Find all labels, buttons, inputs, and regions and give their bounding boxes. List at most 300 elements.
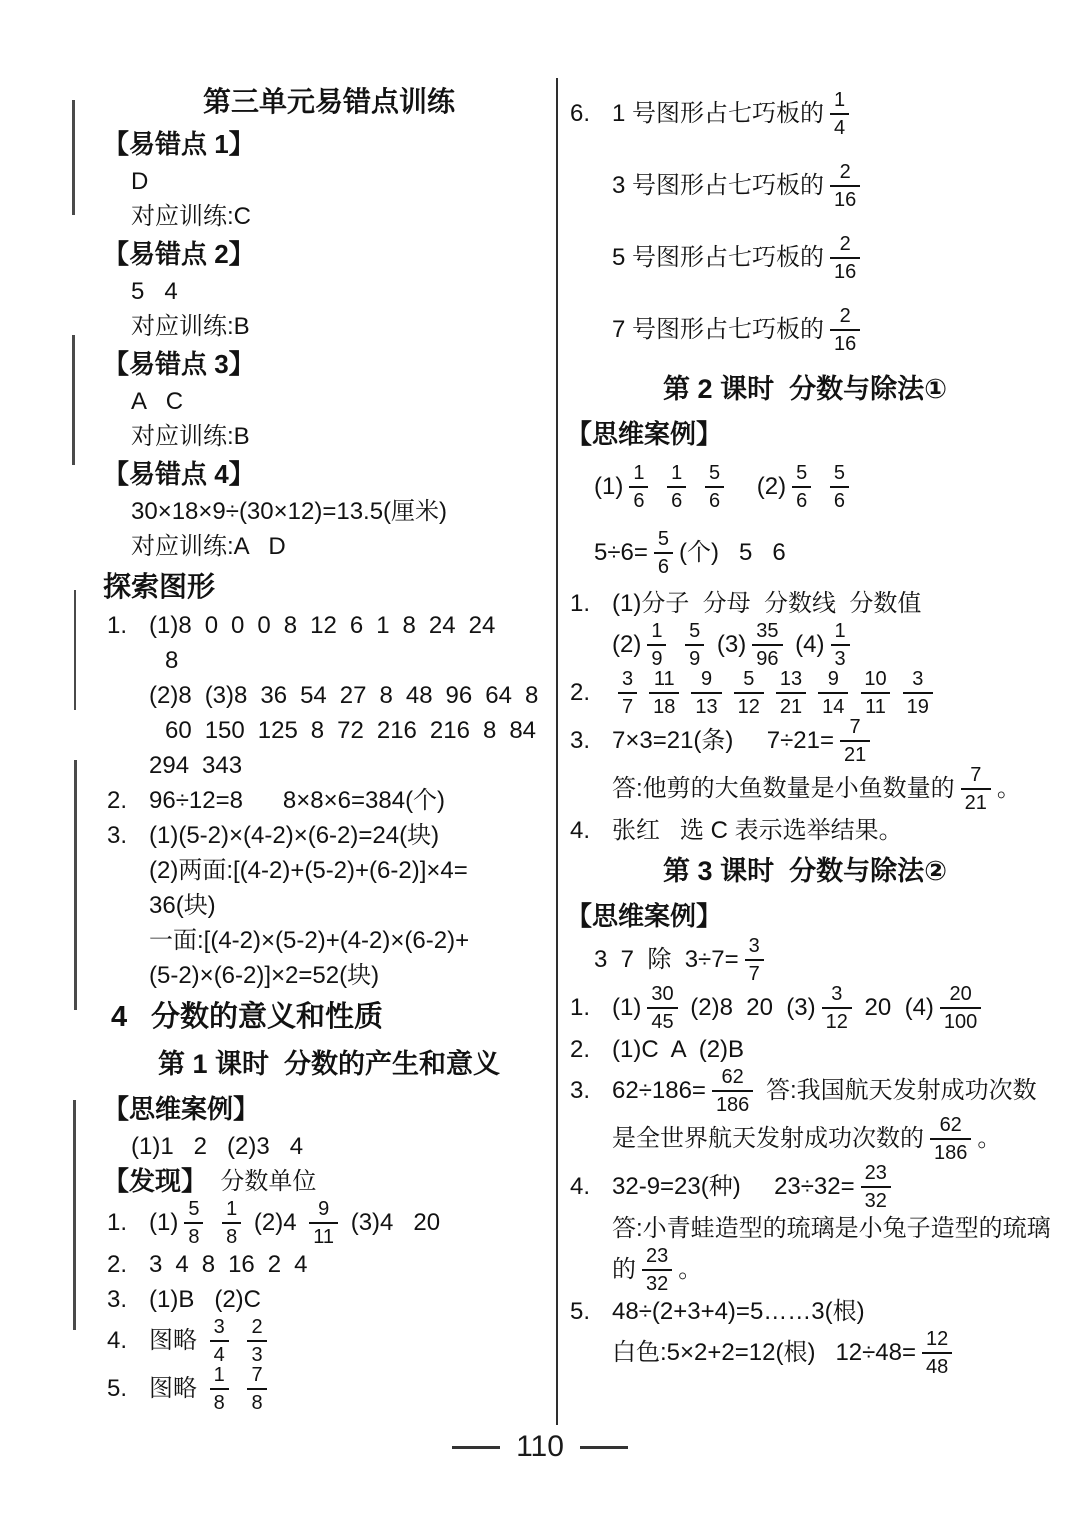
answer-line [103, 853, 555, 888]
text: 一面:[(4-2)×(5-2)+(4-2)×(6-2)+ [149, 926, 470, 954]
answer-line [103, 494, 555, 529]
text: 。 [678, 1256, 703, 1283]
scan-artifact [73, 1100, 76, 1330]
answer-line [566, 520, 1044, 586]
fraction-denominator: 9 [647, 644, 666, 669]
label-heading [103, 234, 555, 274]
text: (1)(5-2)×(4-2)×(6-2)=24(块) [149, 821, 440, 849]
text: 7×3=21(条) 7÷21= [612, 727, 834, 754]
fraction-numerator: 3 [622, 668, 634, 690]
section-heading [566, 366, 1044, 414]
answer-line [103, 818, 555, 853]
text: 。 [977, 1125, 1002, 1152]
fraction-denominator: 11 [309, 1222, 338, 1247]
value: 8 [402, 611, 416, 639]
fraction-numerator: 5 [833, 462, 845, 484]
fraction-numerator: 5 [188, 1198, 200, 1220]
answer-line [566, 1329, 1044, 1377]
answer-line [103, 1199, 555, 1247]
answer-line [103, 164, 555, 199]
value: 36 [260, 681, 288, 709]
fraction-numerator: 1 [834, 89, 846, 111]
fraction-denominator: 8 [247, 1388, 266, 1413]
fraction-denominator: 16 [830, 257, 860, 282]
text: (个) 5 6 [679, 539, 786, 566]
chapter-heading [103, 993, 555, 1041]
fraction-numerator: 3 [748, 935, 760, 957]
item-number: 2. [107, 1250, 128, 1278]
fraction [210, 1317, 229, 1365]
fraction-denominator: 8 [210, 1388, 229, 1413]
fraction-numerator: 7 [970, 764, 982, 786]
fraction-denominator: 12 [734, 692, 764, 717]
text: (1) [594, 473, 624, 500]
fraction [647, 984, 677, 1032]
value: 150 [204, 716, 245, 744]
fraction-numerator: 2 [839, 161, 851, 183]
fraction-numerator: 1 [671, 462, 683, 484]
answer-line [103, 1164, 555, 1199]
text: 是全世界航天发射成功次数的 [612, 1125, 924, 1152]
item-number: 2. [570, 1035, 591, 1063]
answer-line [566, 621, 1044, 669]
fraction-denominator: 186 [712, 1090, 753, 1115]
fraction [752, 621, 782, 669]
fraction [712, 1067, 753, 1115]
fraction [647, 621, 666, 669]
fraction [309, 1199, 338, 1247]
fraction [961, 765, 991, 813]
fraction-denominator: 6 [792, 486, 811, 511]
text: (5-2)×(6-2)]×2=52(块) [149, 961, 380, 989]
fraction [247, 1365, 266, 1413]
text: 62÷186= [612, 1077, 706, 1104]
text: 【思维案例】 [103, 1093, 260, 1124]
text: 答:他剪的大鱼数量是小鱼数量的 [612, 775, 955, 802]
scan-artifact [74, 590, 76, 710]
value: 12 [310, 611, 337, 639]
text: 【思维案例】 [566, 418, 723, 449]
answer-line [566, 454, 1044, 520]
item-number: 2. [570, 679, 591, 706]
answer-line [566, 586, 1044, 621]
answer-line [566, 1211, 1051, 1246]
item-number: 4. [570, 816, 591, 844]
text: (3) [710, 631, 747, 658]
answer-line [566, 1032, 1044, 1067]
fraction-denominator: 48 [922, 1352, 952, 1377]
item-number: 1. [570, 589, 591, 617]
text [654, 472, 661, 502]
fraction-numerator: 62 [721, 1066, 744, 1088]
answer-line [103, 309, 555, 344]
text: 的 [612, 1256, 636, 1283]
value: 125 [257, 716, 298, 744]
text: 探索图形 [103, 570, 216, 602]
text: (2)4 [247, 1209, 304, 1236]
item-number: 1. [570, 994, 591, 1021]
text: 答:小青蛙造型的琉璃是小兔子造型的琉璃 [612, 1214, 1051, 1242]
text: 【易错点 3】 [103, 348, 255, 379]
fraction-denominator: 7 [618, 692, 637, 717]
fraction [210, 1365, 229, 1413]
text: (1) [612, 994, 642, 1021]
fraction-numerator: 23 [646, 1245, 669, 1267]
fraction [654, 529, 673, 577]
answer-line [103, 199, 555, 234]
answer-line [566, 813, 1044, 848]
fraction [776, 669, 806, 717]
answer-line [566, 1294, 1044, 1329]
fraction-denominator: 96 [752, 644, 782, 669]
text: 48÷(2+3+4)=5……3(根) [612, 1297, 865, 1325]
fraction [745, 936, 764, 984]
fraction-numerator: 3 [912, 668, 924, 690]
text: 【思维案例】 [566, 900, 723, 931]
scan-artifact [72, 335, 75, 465]
fraction-denominator: 6 [654, 552, 673, 577]
answer-line [103, 1317, 555, 1365]
fraction [691, 669, 721, 717]
unit-title [103, 78, 555, 124]
item-number: 3. [570, 727, 591, 754]
label-heading [566, 414, 1044, 454]
item-number: 2. [107, 786, 128, 814]
label-heading [103, 344, 555, 384]
fraction [940, 984, 981, 1032]
value: 8 [524, 681, 539, 709]
fraction-numerator: 2 [839, 305, 851, 327]
fraction-denominator: 21 [961, 788, 991, 813]
answer-line [103, 274, 555, 309]
section-heading [103, 1041, 555, 1089]
fraction-denominator: 21 [776, 692, 806, 717]
fraction-numerator: 20 [949, 983, 972, 1005]
text: 【发现】 [103, 1166, 208, 1197]
text: 对应训练:B [131, 422, 250, 450]
item-number: 6. [570, 100, 591, 127]
fraction-numerator: 7 [849, 716, 861, 738]
text: 96÷12=8 8×8×6=384(个) [149, 786, 446, 814]
fraction [930, 1115, 971, 1163]
fraction-denominator: 12 [822, 1007, 852, 1032]
fraction-denominator: 6 [629, 486, 648, 511]
fraction-denominator: 4 [210, 1340, 229, 1365]
fraction-denominator: 13 [691, 692, 721, 717]
page-footer [0, 1430, 1080, 1464]
text: 5÷6= [594, 539, 648, 566]
text: (3)4 20 [344, 1209, 441, 1236]
fraction [247, 1317, 266, 1365]
fraction [184, 1199, 203, 1247]
fraction [830, 306, 860, 354]
label-heading [566, 896, 1044, 936]
text: 第三单元易错点训练 [202, 85, 455, 117]
fraction [903, 669, 933, 717]
answer-line [566, 150, 1044, 222]
answer-line [103, 958, 555, 993]
item-number: 1. [107, 1209, 128, 1236]
text: (4) [788, 631, 825, 658]
text: 答:我国航天发射成功次数 [759, 1077, 1037, 1104]
fraction-denominator: 7 [745, 959, 764, 984]
fraction [642, 1246, 672, 1294]
fraction-denominator: 19 [903, 692, 933, 717]
answer-line [566, 1115, 1044, 1163]
value: (2)8 [149, 681, 192, 709]
fraction-denominator: 8 [184, 1222, 203, 1247]
answer-line [103, 419, 555, 454]
fraction [818, 669, 848, 717]
text [235, 1374, 242, 1404]
fraction-numerator: 62 [939, 1114, 962, 1136]
text: 1 号图形占七巧板的 [612, 100, 825, 127]
value: 0 [257, 611, 271, 639]
text: 5 4 [131, 277, 178, 305]
text: 白色:5×2+2=12(根) 12÷48= [612, 1339, 917, 1366]
value: 8 [379, 681, 393, 709]
text: 分数单位 [207, 1167, 317, 1195]
value: 8 [310, 716, 325, 744]
fraction [830, 162, 860, 210]
value: 294 [149, 751, 190, 779]
fraction-denominator: 18 [649, 692, 679, 717]
text: 第 1 课时 分数的产生和意义 [157, 1049, 501, 1080]
fraction [618, 669, 637, 717]
value: 96 [445, 681, 473, 709]
value: (3)8 [204, 681, 248, 709]
value: 54 [300, 681, 327, 709]
answer-line [566, 1246, 1044, 1294]
item-number: 5. [107, 1375, 128, 1402]
value: 216 [376, 716, 417, 744]
item-number: 3. [570, 1077, 591, 1104]
fraction-numerator: 5 [657, 528, 670, 550]
text: 张红 选 C 表示选举结果。 [612, 816, 903, 844]
value: (1)8 [149, 611, 192, 639]
fraction-denominator: 9 [685, 644, 704, 669]
fraction [685, 621, 704, 669]
fraction-numerator: 23 [864, 1162, 887, 1184]
answer-line [103, 1247, 555, 1282]
answer-line [566, 78, 1044, 150]
fraction-numerator: 5 [689, 620, 701, 642]
text: 30×18×9÷(30×12)=13.5(厘米) [131, 497, 448, 525]
fraction [667, 463, 686, 511]
fraction [792, 463, 811, 511]
answer-line [103, 529, 555, 564]
value-group [149, 681, 538, 711]
fraction [734, 669, 764, 717]
fraction-denominator: 16 [830, 185, 860, 210]
text: (1)分子 分母 分数线 分数值 [612, 589, 922, 617]
text: 。 [996, 775, 1021, 802]
text: 32-9=23(种) 23÷32= [612, 1173, 855, 1200]
label-heading [103, 454, 555, 494]
item-number: 1. [107, 611, 128, 639]
label-heading [103, 1089, 555, 1129]
fraction-numerator: 7 [251, 1364, 263, 1386]
page-number: 110 [516, 1430, 564, 1463]
value: 8 [201, 1250, 216, 1278]
text: 对应训练:C [131, 202, 251, 230]
text: 第 3 课时 分数与除法② [663, 856, 947, 887]
value: 8 [482, 716, 497, 744]
fraction-numerator: 13 [779, 668, 803, 690]
fraction [822, 984, 852, 1032]
item-number: 5. [570, 1297, 591, 1325]
value: 84 [509, 716, 537, 744]
value: 8 [283, 611, 298, 639]
fraction-numerator: 9 [827, 668, 839, 690]
text: (2)两面:[(4-2)+(5-2)+(6-2)]×4= [149, 856, 468, 884]
fraction-denominator: 3 [247, 1340, 266, 1365]
text: 3 7 除 3÷7= [594, 946, 739, 973]
fraction [649, 669, 679, 717]
left-column [103, 78, 555, 1413]
value: 6 [349, 611, 364, 639]
text: 36(块) [149, 891, 216, 919]
text [235, 1326, 242, 1356]
text: 对应训练:A D [131, 532, 286, 560]
item-number: 3. [107, 821, 128, 849]
text: 图略 [149, 1375, 204, 1402]
value-group [149, 611, 495, 641]
fraction-denominator: 32 [642, 1269, 672, 1294]
value-group [149, 1250, 308, 1280]
answer-line [103, 923, 555, 958]
fraction-numerator: 10 [864, 668, 887, 690]
fraction-numerator: 11 [653, 668, 675, 690]
answer-line [103, 678, 555, 713]
fraction-numerator: 1 [633, 462, 645, 484]
fraction [222, 1199, 241, 1247]
answer-line [566, 765, 1044, 813]
text [817, 472, 824, 502]
scan-artifact [74, 760, 77, 1010]
answer-line [103, 783, 555, 818]
fraction-denominator: 186 [930, 1138, 971, 1163]
value: 3 [149, 1250, 163, 1278]
fraction-numerator: 1 [226, 1198, 238, 1220]
value: 0 [204, 611, 219, 639]
item-number: 4. [107, 1327, 128, 1354]
answer-line [566, 1163, 1044, 1211]
fraction-numerator: 1 [834, 620, 846, 642]
answer-line [103, 748, 555, 783]
text: D [131, 167, 149, 195]
fraction-numerator: 5 [743, 668, 755, 690]
sub-heading [103, 564, 555, 608]
text [672, 630, 679, 660]
value: 60 [165, 716, 192, 744]
answer-line [566, 294, 1044, 366]
fraction [831, 621, 850, 669]
text: (2) [612, 631, 642, 658]
answer-line [566, 669, 1044, 717]
answer-line [103, 1129, 555, 1164]
fraction [860, 669, 890, 717]
fraction-numerator: 30 [651, 983, 674, 1005]
text: 20 (4) [857, 994, 934, 1021]
right-column [566, 78, 1051, 1378]
fraction-denominator: 11 [861, 692, 890, 717]
text: 对应训练:B [131, 312, 250, 340]
text: (1) [149, 1209, 179, 1236]
fraction-numerator: 5 [708, 462, 721, 484]
fraction-numerator: 3 [213, 1316, 225, 1338]
answer-line [103, 384, 555, 419]
text: 8 [165, 646, 179, 674]
fraction-numerator: 9 [318, 1198, 330, 1220]
fraction-denominator: 100 [940, 1007, 981, 1032]
answer-line [566, 936, 1044, 984]
text: 【易错点 2】 [103, 238, 255, 269]
value: 48 [405, 681, 433, 709]
text: (1)C A (2)B [612, 1035, 745, 1063]
text: 分数的意义和性质 [151, 1000, 384, 1033]
answer-line [103, 1365, 555, 1413]
value: 0 [231, 611, 245, 639]
fraction-denominator: 45 [647, 1007, 677, 1032]
text: (1)1 2 (2)3 4 [131, 1132, 304, 1160]
fraction-numerator: 2 [839, 233, 851, 255]
text [692, 472, 699, 502]
text: 5 号图形占七巧板的 [612, 244, 825, 271]
fraction-denominator: 6 [705, 486, 724, 511]
text [209, 1208, 216, 1238]
label-heading [103, 124, 555, 164]
fraction-numerator: 35 [756, 620, 779, 642]
value: 2 [267, 1250, 282, 1278]
fraction-numerator: 5 [796, 462, 808, 484]
value: 24 [468, 611, 496, 639]
fraction-denominator: 21 [840, 740, 870, 765]
fraction [840, 717, 870, 765]
value: 72 [337, 716, 364, 744]
fraction [830, 90, 849, 138]
value: 4 [294, 1250, 308, 1278]
fraction-numerator: 9 [700, 668, 713, 690]
answer-line [103, 608, 555, 643]
item-number: 4. [570, 1173, 591, 1200]
fraction-denominator: 8 [222, 1222, 241, 1247]
value: 24 [428, 611, 456, 639]
text: A C [131, 387, 184, 415]
fraction-denominator: 32 [861, 1186, 891, 1211]
footer-dash-right [580, 1446, 628, 1449]
text: 7 号图形占七巧板的 [612, 316, 825, 343]
answer-line [566, 1067, 1044, 1115]
text: 第 2 课时 分数与除法① [663, 374, 947, 405]
item-number: 4 [111, 1000, 128, 1033]
fraction-numerator: 2 [251, 1316, 263, 1338]
value-group [149, 751, 242, 781]
value: 343 [202, 751, 243, 779]
answer-line [566, 222, 1044, 294]
column-divider [556, 78, 558, 1425]
fraction [861, 1163, 891, 1211]
fraction-denominator: 4 [830, 113, 849, 138]
fraction-denominator: 14 [818, 692, 848, 717]
fraction-denominator: 16 [830, 329, 860, 354]
value: 27 [339, 681, 367, 709]
text: 图略 [149, 1327, 204, 1354]
scan-artifact [72, 100, 75, 215]
section-heading [566, 848, 1044, 896]
text: (2) [730, 473, 787, 500]
text: 3 号图形占七巧板的 [612, 172, 825, 199]
